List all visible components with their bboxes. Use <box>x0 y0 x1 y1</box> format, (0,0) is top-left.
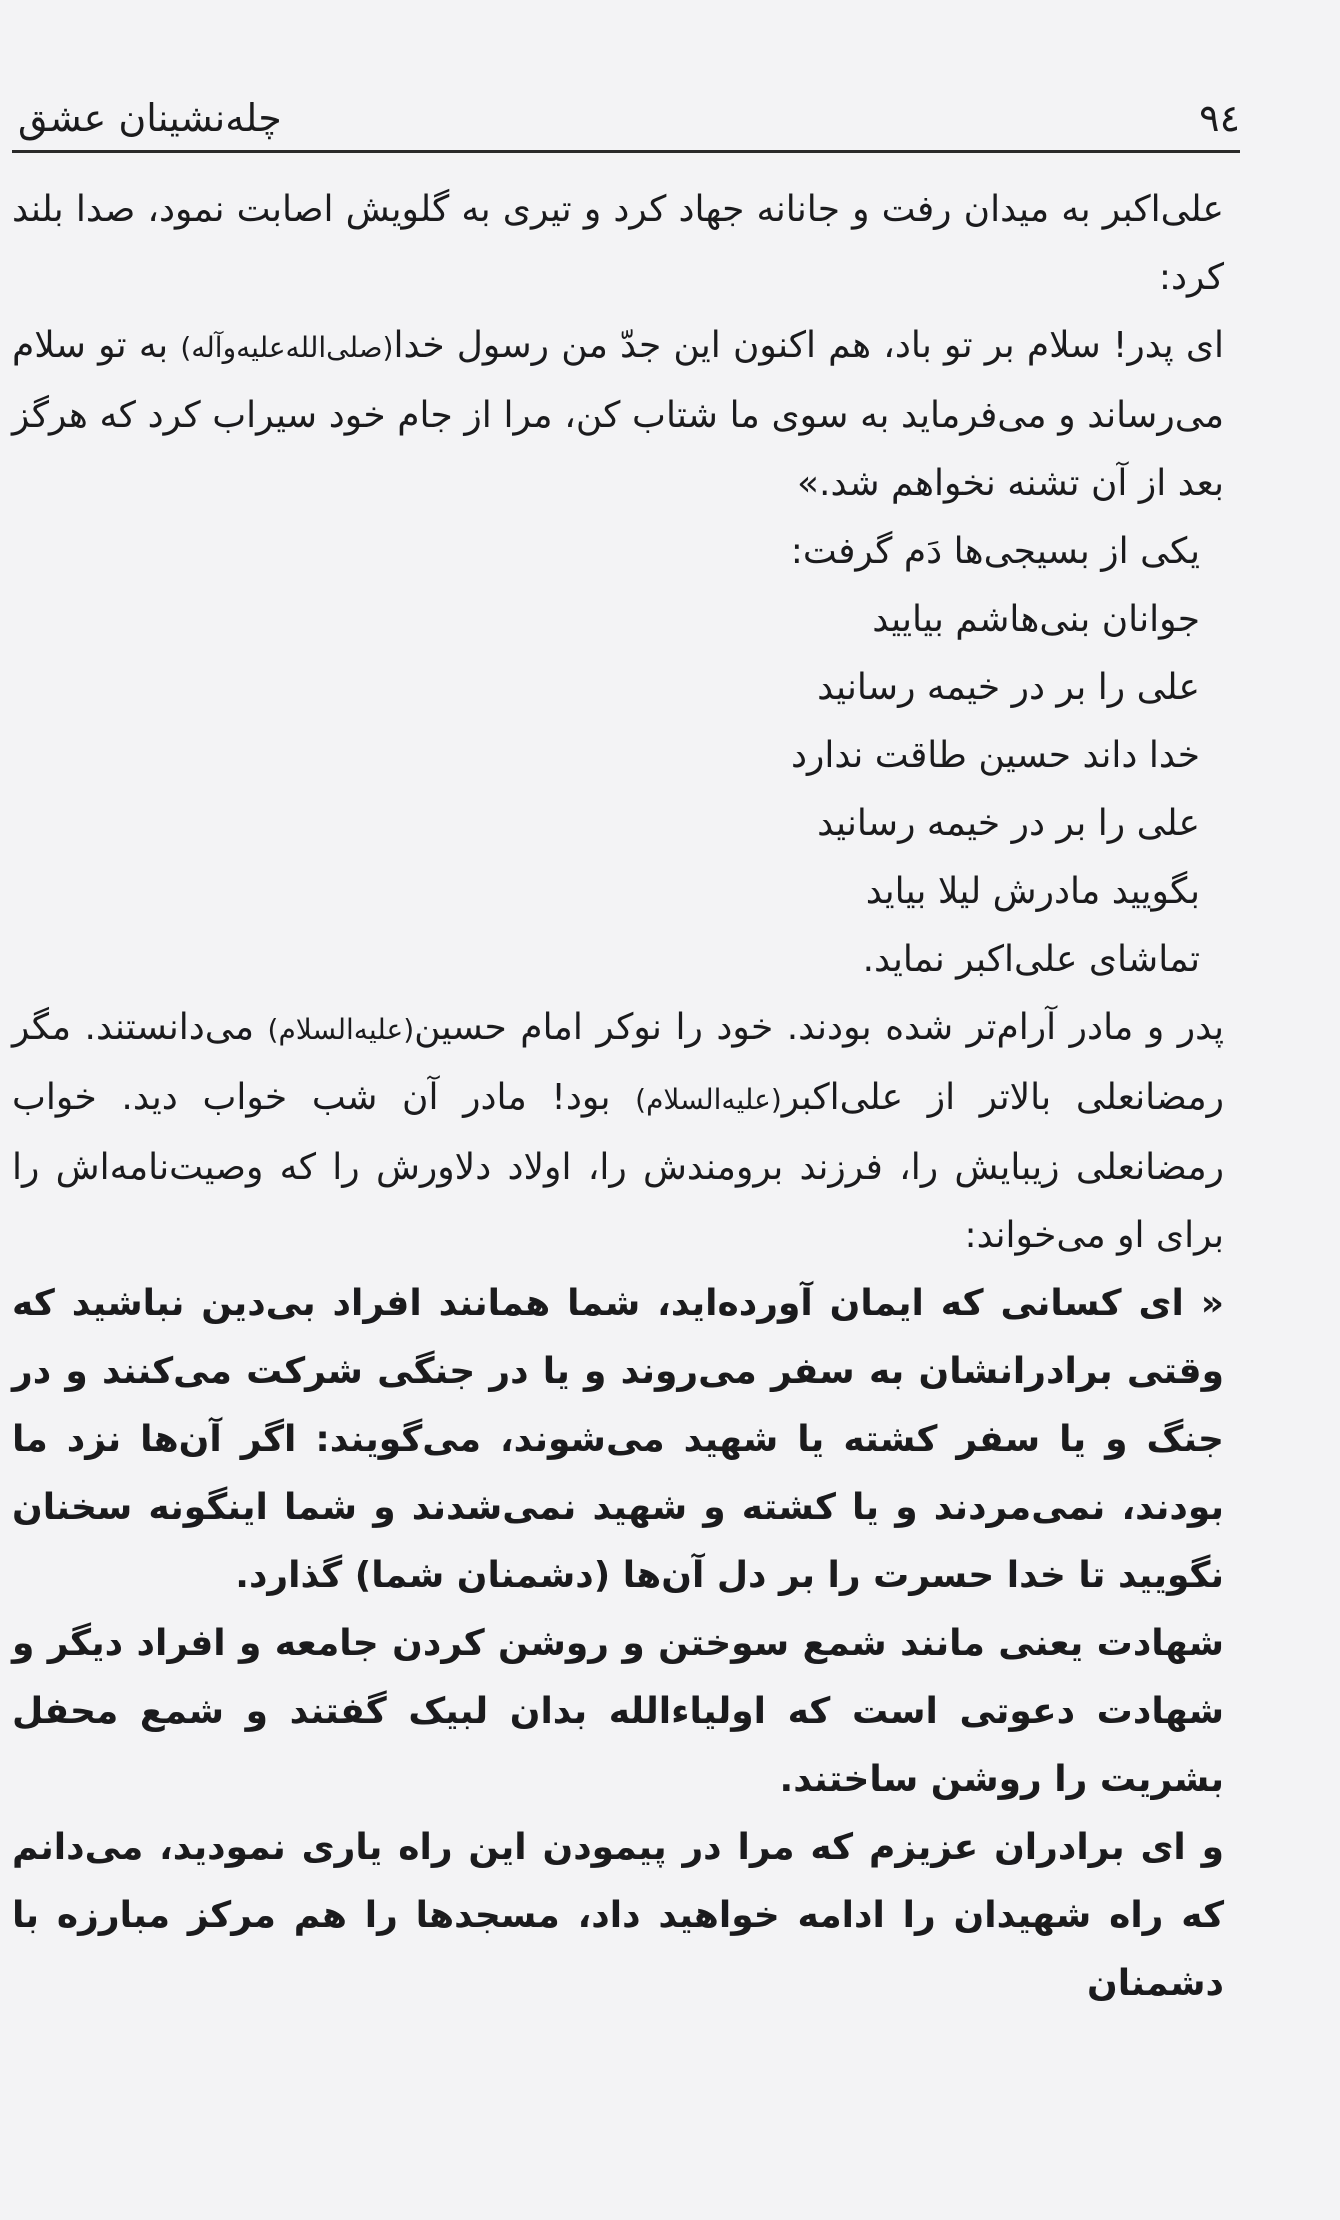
text-run: یکی از بسیجی‌ها دَم گرفت: <box>790 531 1200 572</box>
verse-line <box>12 722 1224 790</box>
page-body <box>12 176 1224 2018</box>
paragraph <box>12 1814 1224 2018</box>
verse-line <box>12 586 1224 654</box>
verse-line <box>12 790 1224 858</box>
verse-line <box>12 654 1224 722</box>
text-run: و ای برادران عزیزم که مرا در پیمودن این راه یاری نمودید، می‌دانم که راه شهیدان را ادامه خواهید داد، مسجدها را هم مرکز مبارزه با دشمنان <box>12 1827 1224 2004</box>
text-run: ای پدر! سلام بر تو باد، هم اکنون این جدّ من رسول خدا <box>393 325 1224 366</box>
text-run: علی‌اکبر به میدان رفت و جانانه جهاد کرد و تیری به گلویش اصابت نمود، صدا بلند کرد: <box>12 189 1224 298</box>
paragraph <box>12 994 1224 1270</box>
text-run: « ای کسانی که ایمان آورده‌اید، شما همانند افراد بی‌دین نباشید که وقتی برادرانشان به سفر می‌روند و یا در جنگی شرکت می‌کنند و در جنگ و یا سفر کشته یا شهید می‌شوند، می‌گویند: اگر آن‌ها نزد ما بودند، نمی‌مردند و یا کشته و شهید نمی‌شدند و شما اینگونه سخنان نگویید تا خدا حسرت را بر دل آن‌ها (دشمنان شما) گذارد. <box>12 1283 1224 1596</box>
paragraph <box>12 1610 1224 1814</box>
text-run: علی را بر در خیمه رسانید <box>817 667 1200 708</box>
text-run: تماشای علی‌اکبر نماید. <box>862 939 1200 980</box>
text-run: پدر و مادر آرام‌تر شده بودند. خود را نوکر امام حسین <box>414 1007 1224 1048</box>
text-run: علی را بر در خیمه رسانید <box>817 803 1200 844</box>
verse-line <box>12 518 1224 586</box>
book-title: چله‌نشینان عشق <box>18 96 282 140</box>
honorific: (علیه‌السلام) <box>635 1083 782 1116</box>
verse-line <box>12 926 1224 994</box>
text-run: بگویید مادرش لیلا بیاید <box>865 871 1200 912</box>
honorific: (صلی‌الله‌علیه‌وآله) <box>180 331 394 364</box>
running-header <box>12 92 1240 153</box>
text-run: شهادت یعنی مانند شمع سوختن و روشن کردن جامعه و افراد دیگر و شهادت دعوتی است که اولیاءالله بدان لبیک گفتند و شمع محفل بشریت را روشن ساختند. <box>12 1623 1224 1800</box>
text-run: بود! مادر آن شب خواب دید. خواب رمضانعلی زیبایش را، فرزند برومندش را، اولاد دلاورش را که وصیت‌نامه‌اش را برای او می‌خواند: <box>12 1077 1224 1256</box>
page-number: ۹٤ <box>1199 96 1240 140</box>
text-run: جوانان بنی‌هاشم بیایید <box>872 599 1200 640</box>
paragraph <box>12 312 1224 518</box>
paragraph <box>12 176 1224 312</box>
text-run: می‌دانستند. مگر رمضانعلی بالاتر از علی‌اکبر <box>12 1007 1224 1118</box>
honorific: (علیه‌السلام) <box>267 1013 415 1046</box>
paragraph <box>12 1270 1224 1610</box>
text-run: خدا داند حسین طاقت ندارد <box>790 735 1200 776</box>
verse-line <box>12 858 1224 926</box>
text-run: به تو سلام می‌رساند و می‌فرماید به سوی ما شتاب کن، مرا از جام خود سیراب کرد که هرگز بعد از آن تشنه نخواهم شد.» <box>12 325 1224 504</box>
